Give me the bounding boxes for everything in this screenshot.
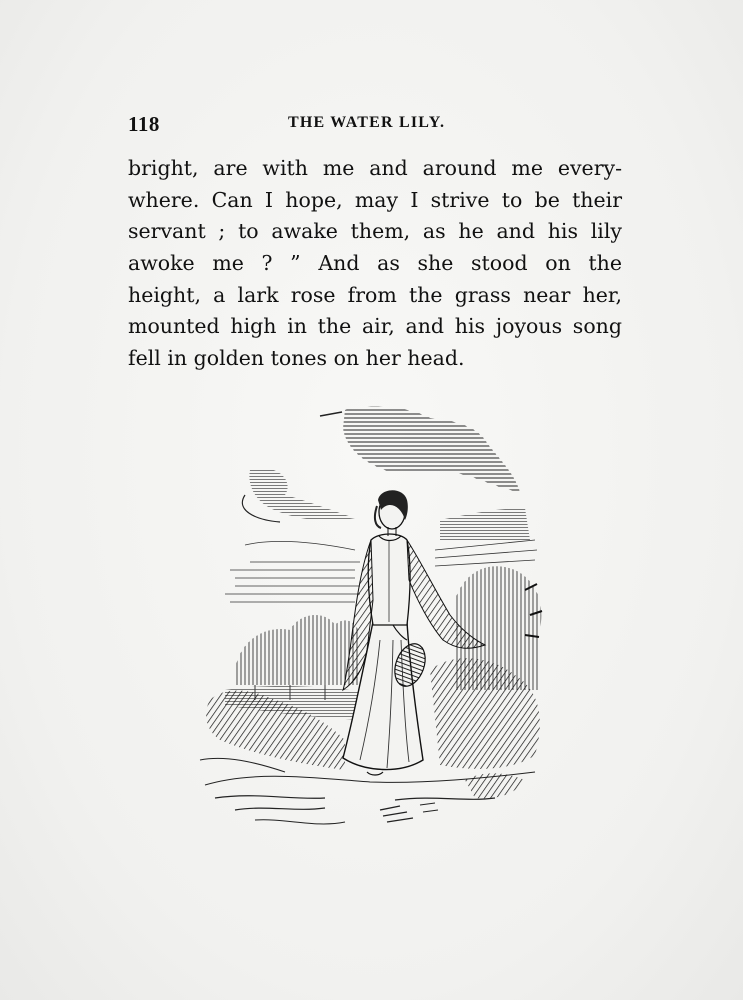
body-text xyxy=(128,153,622,375)
text-line: servant ; to awake them, as he and his lily xyxy=(128,219,622,244)
page-header xyxy=(128,112,622,140)
engraver-signature xyxy=(380,803,438,822)
text-line: awoke me ? ” And as she stood on the xyxy=(128,251,622,276)
text-line: height, a lark rose from the grass near her, xyxy=(128,282,622,307)
woodcut-illustration xyxy=(195,400,555,850)
text-line: fell in golden tones on her head. xyxy=(128,346,465,371)
text-line: mounted high in the air, and his joyous song xyxy=(128,314,622,339)
running-title: THE WATER LILY. xyxy=(288,114,446,131)
engraving-image xyxy=(195,400,555,850)
page-number: 118 xyxy=(128,112,160,136)
text-line: bright, are with me and around me every- xyxy=(128,156,622,180)
text-line: where. Can I hope, may I strive to be their xyxy=(128,187,622,212)
